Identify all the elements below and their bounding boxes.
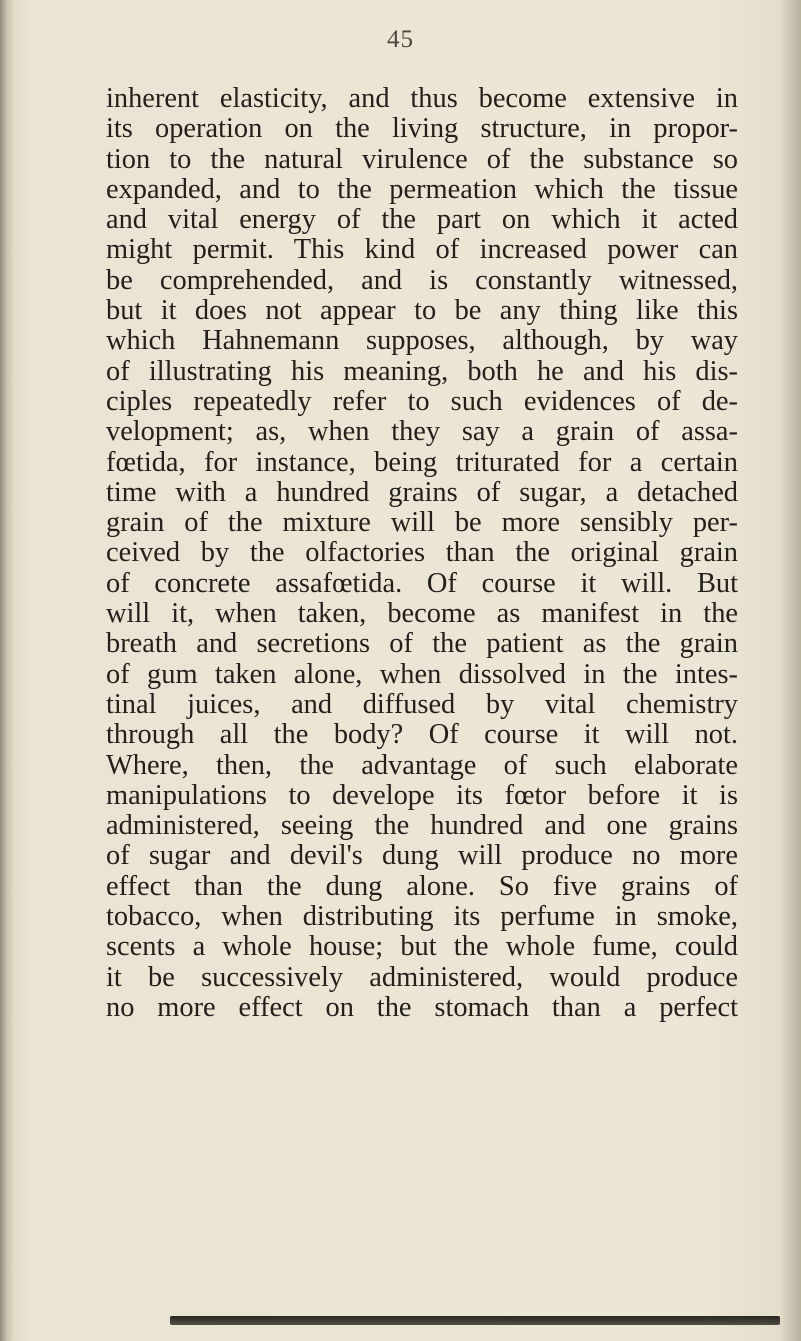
text-line: velopment; as, when they say a grain of assa- — [106, 416, 738, 448]
text-line: Where, then, the advantage of such elaborate — [106, 749, 738, 781]
text-line: administered, seeing the hundred and one grains — [106, 810, 738, 842]
text-line: through all the body? Of course it will not. — [106, 719, 738, 751]
text-line: will it, when taken, become as manifest in the — [106, 598, 738, 630]
text-line: no more effect on the stomach than a perfect — [106, 991, 738, 1023]
text-line: and vital energy of the part on which it acted — [106, 204, 738, 236]
text-line: manipulations to develope its fœtor before it is — [106, 779, 738, 811]
text-line: time with a hundred grains of sugar, a detached — [106, 476, 738, 508]
text-line: of gum taken alone, when dissolved in the intes- — [106, 658, 738, 690]
text-line: be comprehended, and is constantly witnessed, — [106, 264, 738, 296]
text-line: inherent elasticity, and thus become extensive in — [106, 83, 738, 114]
text-line: breath and secretions of the patient as the grain — [106, 628, 738, 660]
text-line: its operation on the living structure, in propor- — [106, 113, 738, 145]
text-line: tinal juices, and diffused by vital chemistry — [106, 688, 738, 720]
text-line: but it does not appear to be any thing like this — [106, 295, 738, 327]
page-right-edge-shadow — [779, 0, 801, 1341]
page-number: 45 — [387, 26, 414, 53]
text-line: ciples repeatedly refer to such evidences of de- — [106, 385, 738, 417]
text-line: expanded, and to the permeation which the tissue — [106, 173, 738, 205]
text-line: might permit. This kind of increased power can — [106, 234, 738, 266]
text-line: tion to the natural virulence of the substance so — [106, 143, 738, 175]
text-line: of illustrating his meaning, both he and his dis- — [106, 355, 738, 387]
page-left-edge-shadow — [0, 0, 14, 1341]
text-line: ceived by the olfactories than the original grain — [106, 537, 738, 569]
text-line: scents a whole house; but the whole fume, could — [106, 931, 738, 963]
text-line: fœtida, for instance, being triturated for a certain — [106, 446, 738, 478]
text-line: it be successively administered, would produce — [106, 961, 738, 993]
bottom-edge-shadow — [170, 1316, 780, 1325]
body-text — [106, 84, 738, 1023]
text-line: which Hahnemann supposes, although, by way — [106, 325, 738, 357]
text-line: grain of the mixture will be more sensibly per- — [106, 507, 738, 539]
text-line: of concrete assafœtida. Of course it will. But — [106, 567, 738, 599]
text-line: of sugar and devil's dung will produce no more — [106, 840, 738, 872]
text-line: tobacco, when distributing its perfume in smoke, — [106, 901, 738, 933]
text-line: effect than the dung alone. So five grains of — [106, 870, 738, 902]
